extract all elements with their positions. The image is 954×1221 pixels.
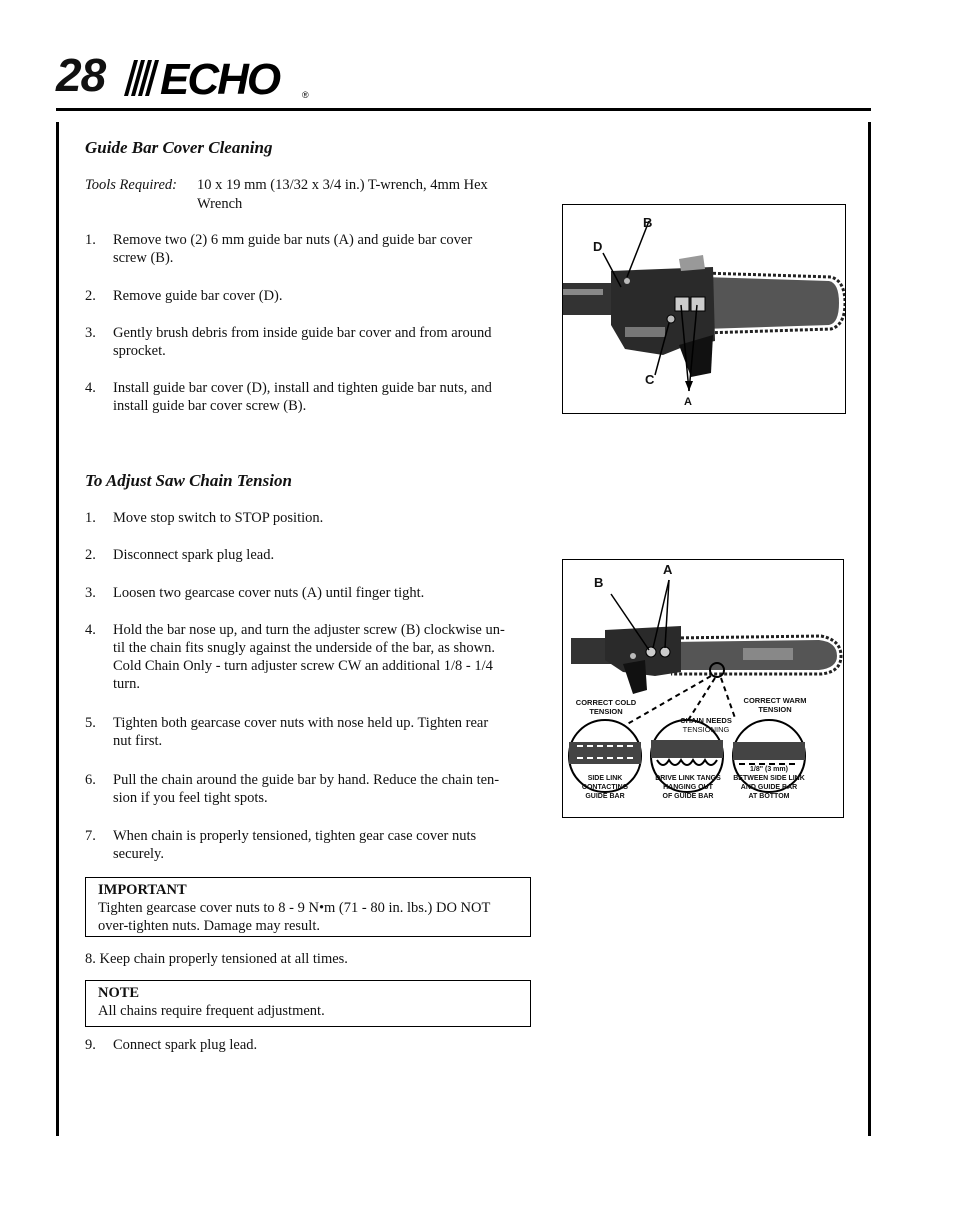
step-text: Loosen two gearcase cover nuts (A) until finger tight. <box>113 585 425 601</box>
fig1-label-b: B <box>643 215 653 230</box>
right-margin-rule <box>868 122 871 1136</box>
step-text: Remove two (2) 6 mm guide bar nuts (A) and guide bar cover screw (B). <box>113 232 473 266</box>
fig1-label-a: A <box>684 396 692 408</box>
step-number: 1. <box>85 232 96 248</box>
guide-bar-cover-illustration <box>563 205 845 413</box>
step-number: 2. <box>85 547 96 563</box>
step-number: 6. <box>85 772 96 788</box>
step-number: 4. <box>85 380 96 396</box>
important-line1: Tighten gearcase cover nuts to 8 - 9 N•m (71 - 80 in. lbs.) DO NOT <box>98 900 491 916</box>
step-text: Install guide bar cover (D), install and tighten guide bar nuts, and install guide bar cover screw (B). <box>113 380 492 414</box>
tools-required-line1: 10 x 19 mm (13/32 x 3/4 in.) T-wrench, 4mm Hex <box>197 177 488 193</box>
echo-logo-mark <box>116 54 316 100</box>
needs-tension-caption: DRIVE LINK TANGS HANGING OUT OF GUIDE BAR <box>655 775 721 800</box>
step-text: Move stop switch to STOP position. <box>113 510 324 526</box>
important-box <box>85 877 531 937</box>
fig2-label-b: B <box>594 575 604 590</box>
chain-tension-figure <box>562 559 844 818</box>
s2-step-8: 8. Keep chain properly tensioned at all times. <box>85 951 348 967</box>
step-number: 7. <box>85 828 96 844</box>
needs-tension-title: CHAIN NEEDS TENSIONING <box>680 716 732 734</box>
step-number: 9. <box>85 1037 96 1053</box>
step-number: 1. <box>85 510 96 526</box>
step-text: Gently brush debris from inside guide bar cover and from around sprocket. <box>113 325 492 359</box>
chain-tension-heading: To Adjust Saw Chain Tension <box>85 471 292 490</box>
tools-required-line2: Wrench <box>197 196 243 212</box>
warm-tension-caption: 1/8" (3 mm) BETWEEN SIDE LINK AND GUIDE BAR AT BOTTOM <box>733 766 805 800</box>
tools-required-label: Tools Required: <box>85 177 177 193</box>
step-number: 4. <box>85 622 96 638</box>
step-text: Pull the chain around the guide bar by hand. Reduce the chain ten- sion if you feel tight spots. <box>113 772 500 806</box>
step-number: 3. <box>85 585 96 601</box>
echo-logo <box>116 54 316 105</box>
fig1-label-d: D <box>593 239 603 254</box>
cold-tension-caption: SIDE LINK CONTACTING GUIDE BAR <box>581 775 629 800</box>
note-title: NOTE <box>98 985 140 1001</box>
important-line2: over-tighten nuts. Damage may result. <box>98 918 320 934</box>
header-rule <box>56 108 871 111</box>
step-text: When chain is properly tensioned, tighten gear case cover nuts securely. <box>113 828 477 862</box>
cold-tension-title: CORRECT COLD TENSION <box>575 698 637 716</box>
guide-bar-cover-heading: Guide Bar Cover Cleaning <box>85 138 273 157</box>
warm-tension-title: CORRECT WARM TENSION <box>743 696 807 714</box>
page-number: 28 <box>56 49 106 101</box>
step-number: 2. <box>85 288 96 304</box>
fig1-label-c: C <box>645 372 655 387</box>
step-text: Remove guide bar cover (D). <box>113 288 283 304</box>
note-line1: All chains require frequent adjustment. <box>98 1003 325 1019</box>
step-text: Connect spark plug lead. <box>113 1037 258 1053</box>
step-text: Disconnect spark plug lead. <box>113 547 275 563</box>
important-title: IMPORTANT <box>98 882 187 898</box>
registered-mark: ® <box>302 90 309 100</box>
guide-bar-cover-figure <box>562 204 846 414</box>
fig2-label-a: A <box>663 562 673 577</box>
echo-logo-text: ECHO <box>160 55 280 100</box>
step-text: Tighten both gearcase cover nuts with nose held up. Tighten rear nut first. <box>113 715 489 749</box>
note-box <box>85 980 531 1027</box>
left-margin-rule <box>56 122 59 1136</box>
step-number: 5. <box>85 715 96 731</box>
step-number: 3. <box>85 325 96 341</box>
step-text: Hold the bar nose up, and turn the adjuster screw (B) clockwise un- til the chain fits snugly against the underside of the bar, as shown. Cold Chain Only - turn adjuster screw CW an additional 1/8 - 1/4 turn. <box>113 622 505 692</box>
